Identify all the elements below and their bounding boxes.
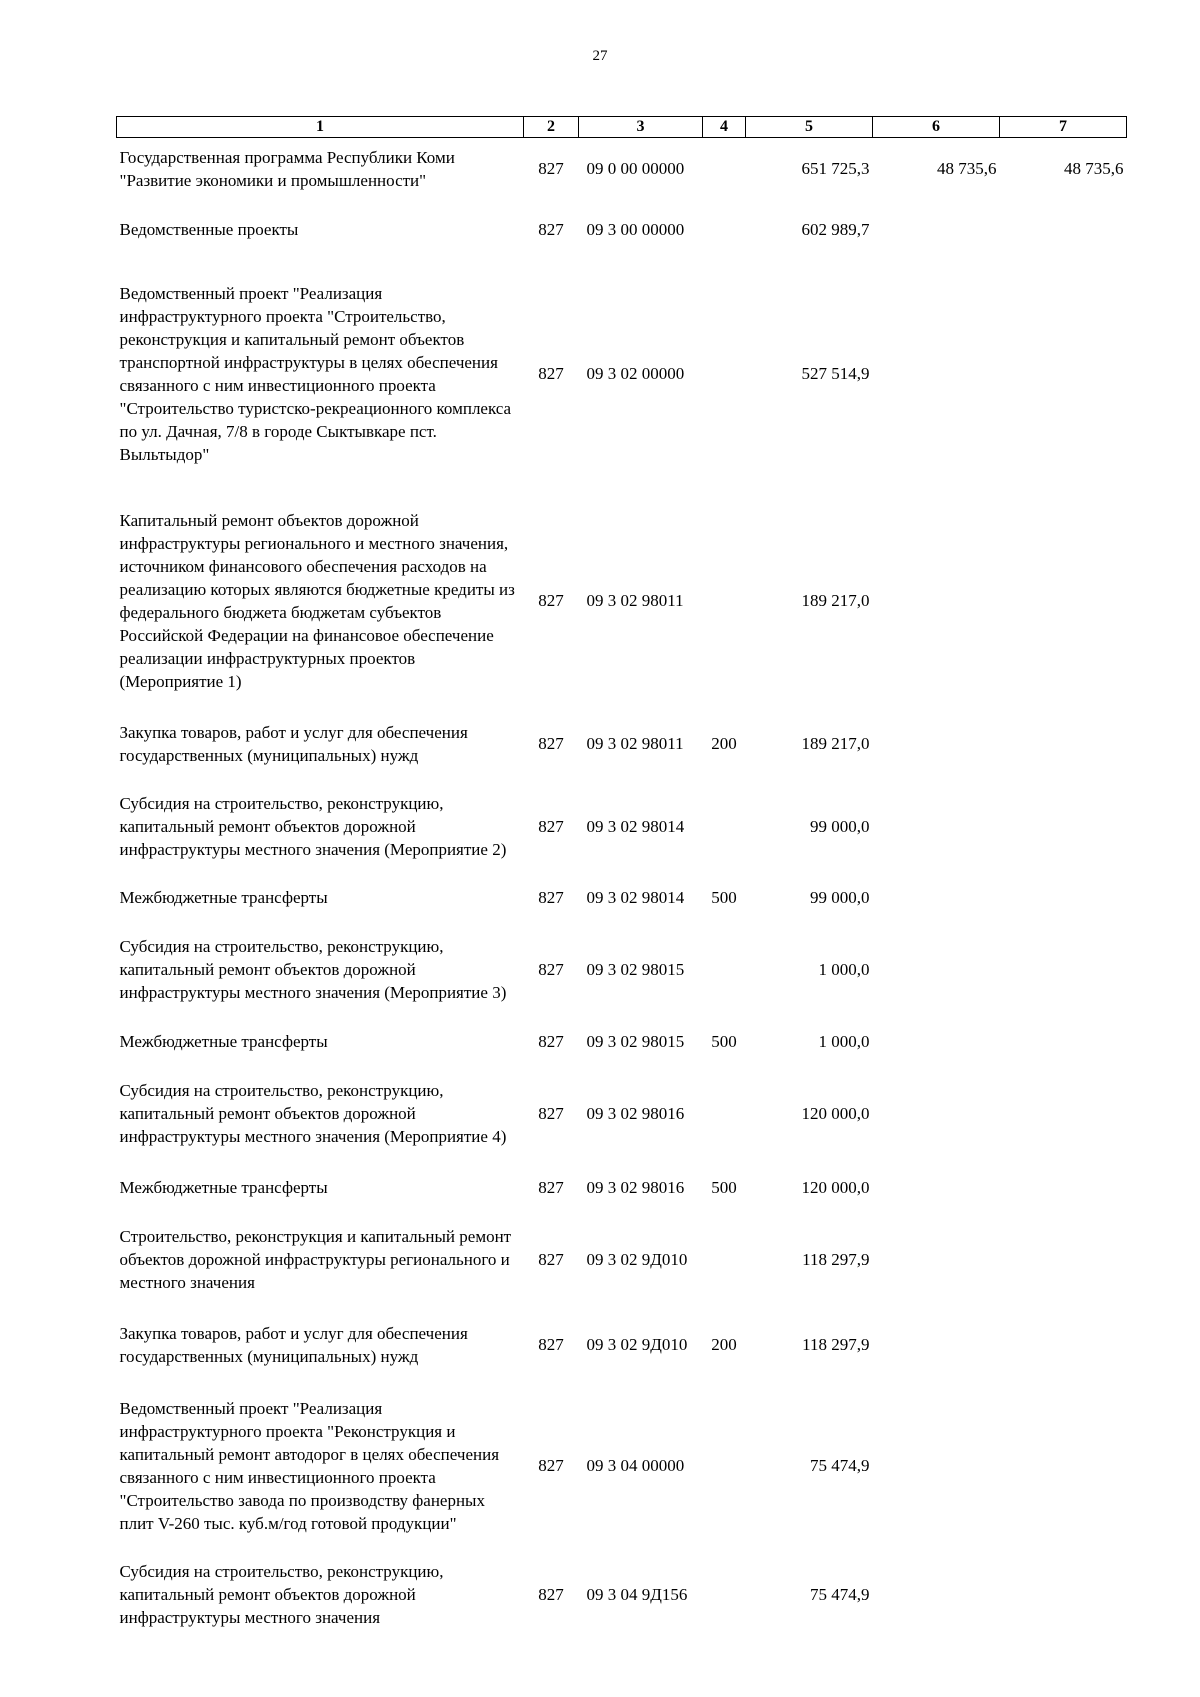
table-header (117, 117, 1127, 138)
table-row (117, 1378, 1127, 1554)
row-grbs-code: 827 (538, 1335, 564, 1354)
row-expense-type: 500 (711, 1178, 737, 1197)
header-col-6: 6 (873, 117, 1000, 138)
row-expense-type (703, 200, 746, 260)
row-name: Субсидия на строительство, реконструкцию, капитальный ремонт объектов дорожной инфраструктуры местного значения (Мероприятие 4) (119, 1081, 507, 1146)
row-grbs-code: 827 (538, 1585, 564, 1604)
header-col-4: 4 (703, 117, 746, 138)
row-amount-year-3 (1000, 774, 1127, 880)
header-col-7: 7 (1000, 117, 1127, 138)
row-amount-year-3 (1000, 1060, 1127, 1168)
row-grbs-code: 827 (538, 1250, 564, 1269)
row-target-article: 09 3 02 9Д010 (586, 1335, 688, 1354)
row-amount-year-3 (1000, 714, 1127, 774)
row-amount-year-3 (1000, 200, 1127, 260)
row-expense-type (703, 1060, 746, 1168)
row-amount-year-3 (1000, 880, 1127, 916)
row-amount-year-1: 120 000,0 (801, 1178, 870, 1197)
row-amount-year-2 (873, 1168, 1000, 1208)
header-col-2: 2 (524, 117, 579, 138)
row-amount-year-1: 75 474,9 (810, 1456, 870, 1475)
row-amount-year-3 (1000, 1024, 1127, 1060)
table-row (117, 260, 1127, 488)
row-expense-type: 500 (711, 888, 737, 907)
row-target-article: 09 3 04 00000 (586, 1456, 685, 1475)
row-amount-year-3 (1000, 1312, 1127, 1378)
row-amount-year-1: 1 000,0 (818, 960, 870, 979)
row-amount-year-2 (873, 488, 1000, 714)
row-amount-year-2 (873, 916, 1000, 1024)
table-row (117, 200, 1127, 260)
row-target-article: 09 3 02 9Д010 (586, 1250, 688, 1269)
table-row (117, 1208, 1127, 1312)
row-amount-year-1: 118 297,9 (802, 1250, 870, 1269)
row-name: Субсидия на строительство, реконструкцию, капитальный ремонт объектов дорожной инфраструктуры местного значения (Мероприятие 3) (119, 937, 507, 1002)
row-name: Ведомственный проект "Реализация инфраструктурного проекта "Строительство, реконструкция и капитальный ремонт объектов транспортной инфраструктуры в целях обеспечения связанного с ним инвестиционного проекта "Строительство туристско-рекреационного комплекса по ул. Дачная, 7/8 в городе Сыктывкаре пст. Выльтыдор" (119, 283, 512, 464)
row-name: Закупка товаров, работ и услуг для обеспечения государственных (муниципальных) нужд (119, 722, 468, 765)
table-row (117, 916, 1127, 1024)
row-grbs-code: 827 (538, 888, 564, 907)
row-target-article: 09 3 02 98011 (586, 591, 684, 610)
row-expense-type (703, 774, 746, 880)
row-grbs-code: 827 (538, 159, 564, 179)
row-grbs-code: 827 (538, 1032, 564, 1051)
row-name: Межбюджетные трансферты (119, 1178, 328, 1197)
row-name: Закупка товаров, работ и услуг для обеспечения государственных (муниципальных) нужд (119, 1323, 468, 1366)
table-row (117, 774, 1127, 880)
table-row (117, 1168, 1127, 1208)
row-name: Ведомственный проект "Реализация инфраструктурного проекта "Реконструкция и капитальный ремонт автодорог в целях обеспечения связанного с ним инвестиционного проекта "Строительство завода по производству фанерных плит V-260 тыс. куб.м/год готовой продукции" (119, 1398, 500, 1533)
row-target-article: 09 3 02 98011 (586, 734, 684, 753)
row-amount-year-2 (873, 1378, 1000, 1554)
row-amount-year-3 (1000, 1208, 1127, 1312)
row-expense-type: 200 (711, 734, 737, 753)
row-amount-year-2 (873, 1208, 1000, 1312)
row-target-article: 09 3 02 98015 (586, 960, 685, 979)
row-grbs-code: 827 (538, 1104, 564, 1123)
header-col-5: 5 (746, 117, 873, 138)
row-amount-year-3 (1000, 1168, 1127, 1208)
row-expense-type (703, 260, 746, 488)
row-amount-year-1: 75 474,9 (810, 1585, 870, 1604)
budget-table (116, 116, 1127, 1636)
row-grbs-code: 827 (538, 1456, 564, 1475)
row-amount-year-2 (873, 1024, 1000, 1060)
row-expense-type (703, 1554, 746, 1636)
table-row (117, 1554, 1127, 1636)
row-amount-year-2 (873, 200, 1000, 260)
table-body (117, 138, 1127, 1636)
row-grbs-code: 827 (538, 734, 564, 753)
table-row (117, 488, 1127, 714)
row-expense-type (703, 488, 746, 714)
row-amount-year-1: 651 725,3 (801, 159, 870, 179)
row-amount-year-2 (873, 1060, 1000, 1168)
row-amount-year-2: 48 735,6 (937, 159, 997, 179)
row-amount-year-1: 99 000,0 (810, 817, 870, 836)
table-row (117, 714, 1127, 774)
table-row (117, 138, 1127, 200)
row-amount-year-1: 527 514,9 (801, 364, 870, 383)
page-number: 27 (592, 48, 608, 64)
row-amount-year-2 (873, 1554, 1000, 1636)
row-name: Капитальный ремонт объектов дорожной инфраструктуры регионального и местного значения, источником финансового обеспечения расходов на реализацию которых являются бюджетные кредиты из федерального бюджета бюджетам субъектов Российской Федерации на финансовое обеспечение реализации инфраструктурных проектов (Мероприятие 1) (119, 510, 515, 691)
row-target-article: 09 3 02 00000 (586, 364, 685, 383)
row-target-article: 09 3 00 00000 (586, 220, 685, 239)
row-amount-year-3 (1000, 916, 1127, 1024)
row-target-article: 09 3 02 98015 (586, 1032, 685, 1051)
row-name: Межбюджетные трансферты (119, 1032, 328, 1051)
row-amount-year-1: 1 000,0 (818, 1032, 870, 1051)
row-expense-type: 500 (711, 1032, 737, 1051)
row-amount-year-3 (1000, 488, 1127, 714)
row-amount-year-1: 602 989,7 (801, 220, 870, 239)
row-amount-year-3 (1000, 1378, 1127, 1554)
row-target-article: 09 3 04 9Д156 (586, 1585, 688, 1604)
row-expense-type (703, 916, 746, 1024)
row-expense-type (703, 138, 746, 200)
row-grbs-code: 827 (538, 1178, 564, 1197)
row-amount-year-1: 189 217,0 (801, 591, 870, 610)
table-row (117, 880, 1127, 916)
row-amount-year-2 (873, 774, 1000, 880)
row-amount-year-2 (873, 880, 1000, 916)
row-amount-year-3 (1000, 1554, 1127, 1636)
row-target-article: 09 3 02 98014 (586, 817, 685, 836)
row-amount-year-1: 120 000,0 (801, 1104, 870, 1123)
table-row (117, 1312, 1127, 1378)
row-amount-year-3: 48 735,6 (1064, 159, 1124, 179)
row-amount-year-2 (873, 1312, 1000, 1378)
row-name: Строительство, реконструкция и капитальный ремонт объектов дорожной инфраструктуры регионального и местного значения (119, 1227, 512, 1292)
row-target-article: 09 3 02 98016 (586, 1178, 685, 1197)
row-grbs-code: 827 (538, 220, 564, 239)
table-row (117, 1060, 1127, 1168)
row-name: Субсидия на строительство, реконструкцию, капитальный ремонт объектов дорожной инфраструктуры местного значения (119, 1562, 444, 1627)
row-amount-year-1: 189 217,0 (801, 734, 870, 753)
row-target-article: 09 3 02 98014 (586, 888, 685, 907)
row-expense-type: 200 (711, 1335, 737, 1354)
row-expense-type (703, 1208, 746, 1312)
row-expense-type (703, 1378, 746, 1554)
row-grbs-code: 827 (538, 960, 564, 979)
row-name: Субсидия на строительство, реконструкцию, капитальный ремонт объектов дорожной инфраструктуры местного значения (Мероприятие 2) (119, 794, 507, 859)
row-target-article: 09 0 00 00000 (586, 159, 685, 179)
row-grbs-code: 827 (538, 817, 564, 836)
row-amount-year-3 (1000, 260, 1127, 488)
row-name: Государственная программа Республики Коми "Развитие экономики и промышленности" (119, 147, 455, 190)
row-amount-year-2 (873, 260, 1000, 488)
row-amount-year-1: 99 000,0 (810, 888, 870, 907)
row-grbs-code: 827 (538, 364, 564, 383)
row-grbs-code: 827 (538, 591, 564, 610)
table-row (117, 1024, 1127, 1060)
row-amount-year-2 (873, 714, 1000, 774)
row-name: Межбюджетные трансферты (119, 888, 328, 907)
header-col-1: 1 (117, 117, 524, 138)
row-name: Ведомственные проекты (119, 220, 299, 239)
row-amount-year-1: 118 297,9 (802, 1335, 870, 1354)
header-col-3: 3 (579, 117, 703, 138)
row-target-article: 09 3 02 98016 (586, 1104, 685, 1123)
header-row (117, 117, 1127, 138)
